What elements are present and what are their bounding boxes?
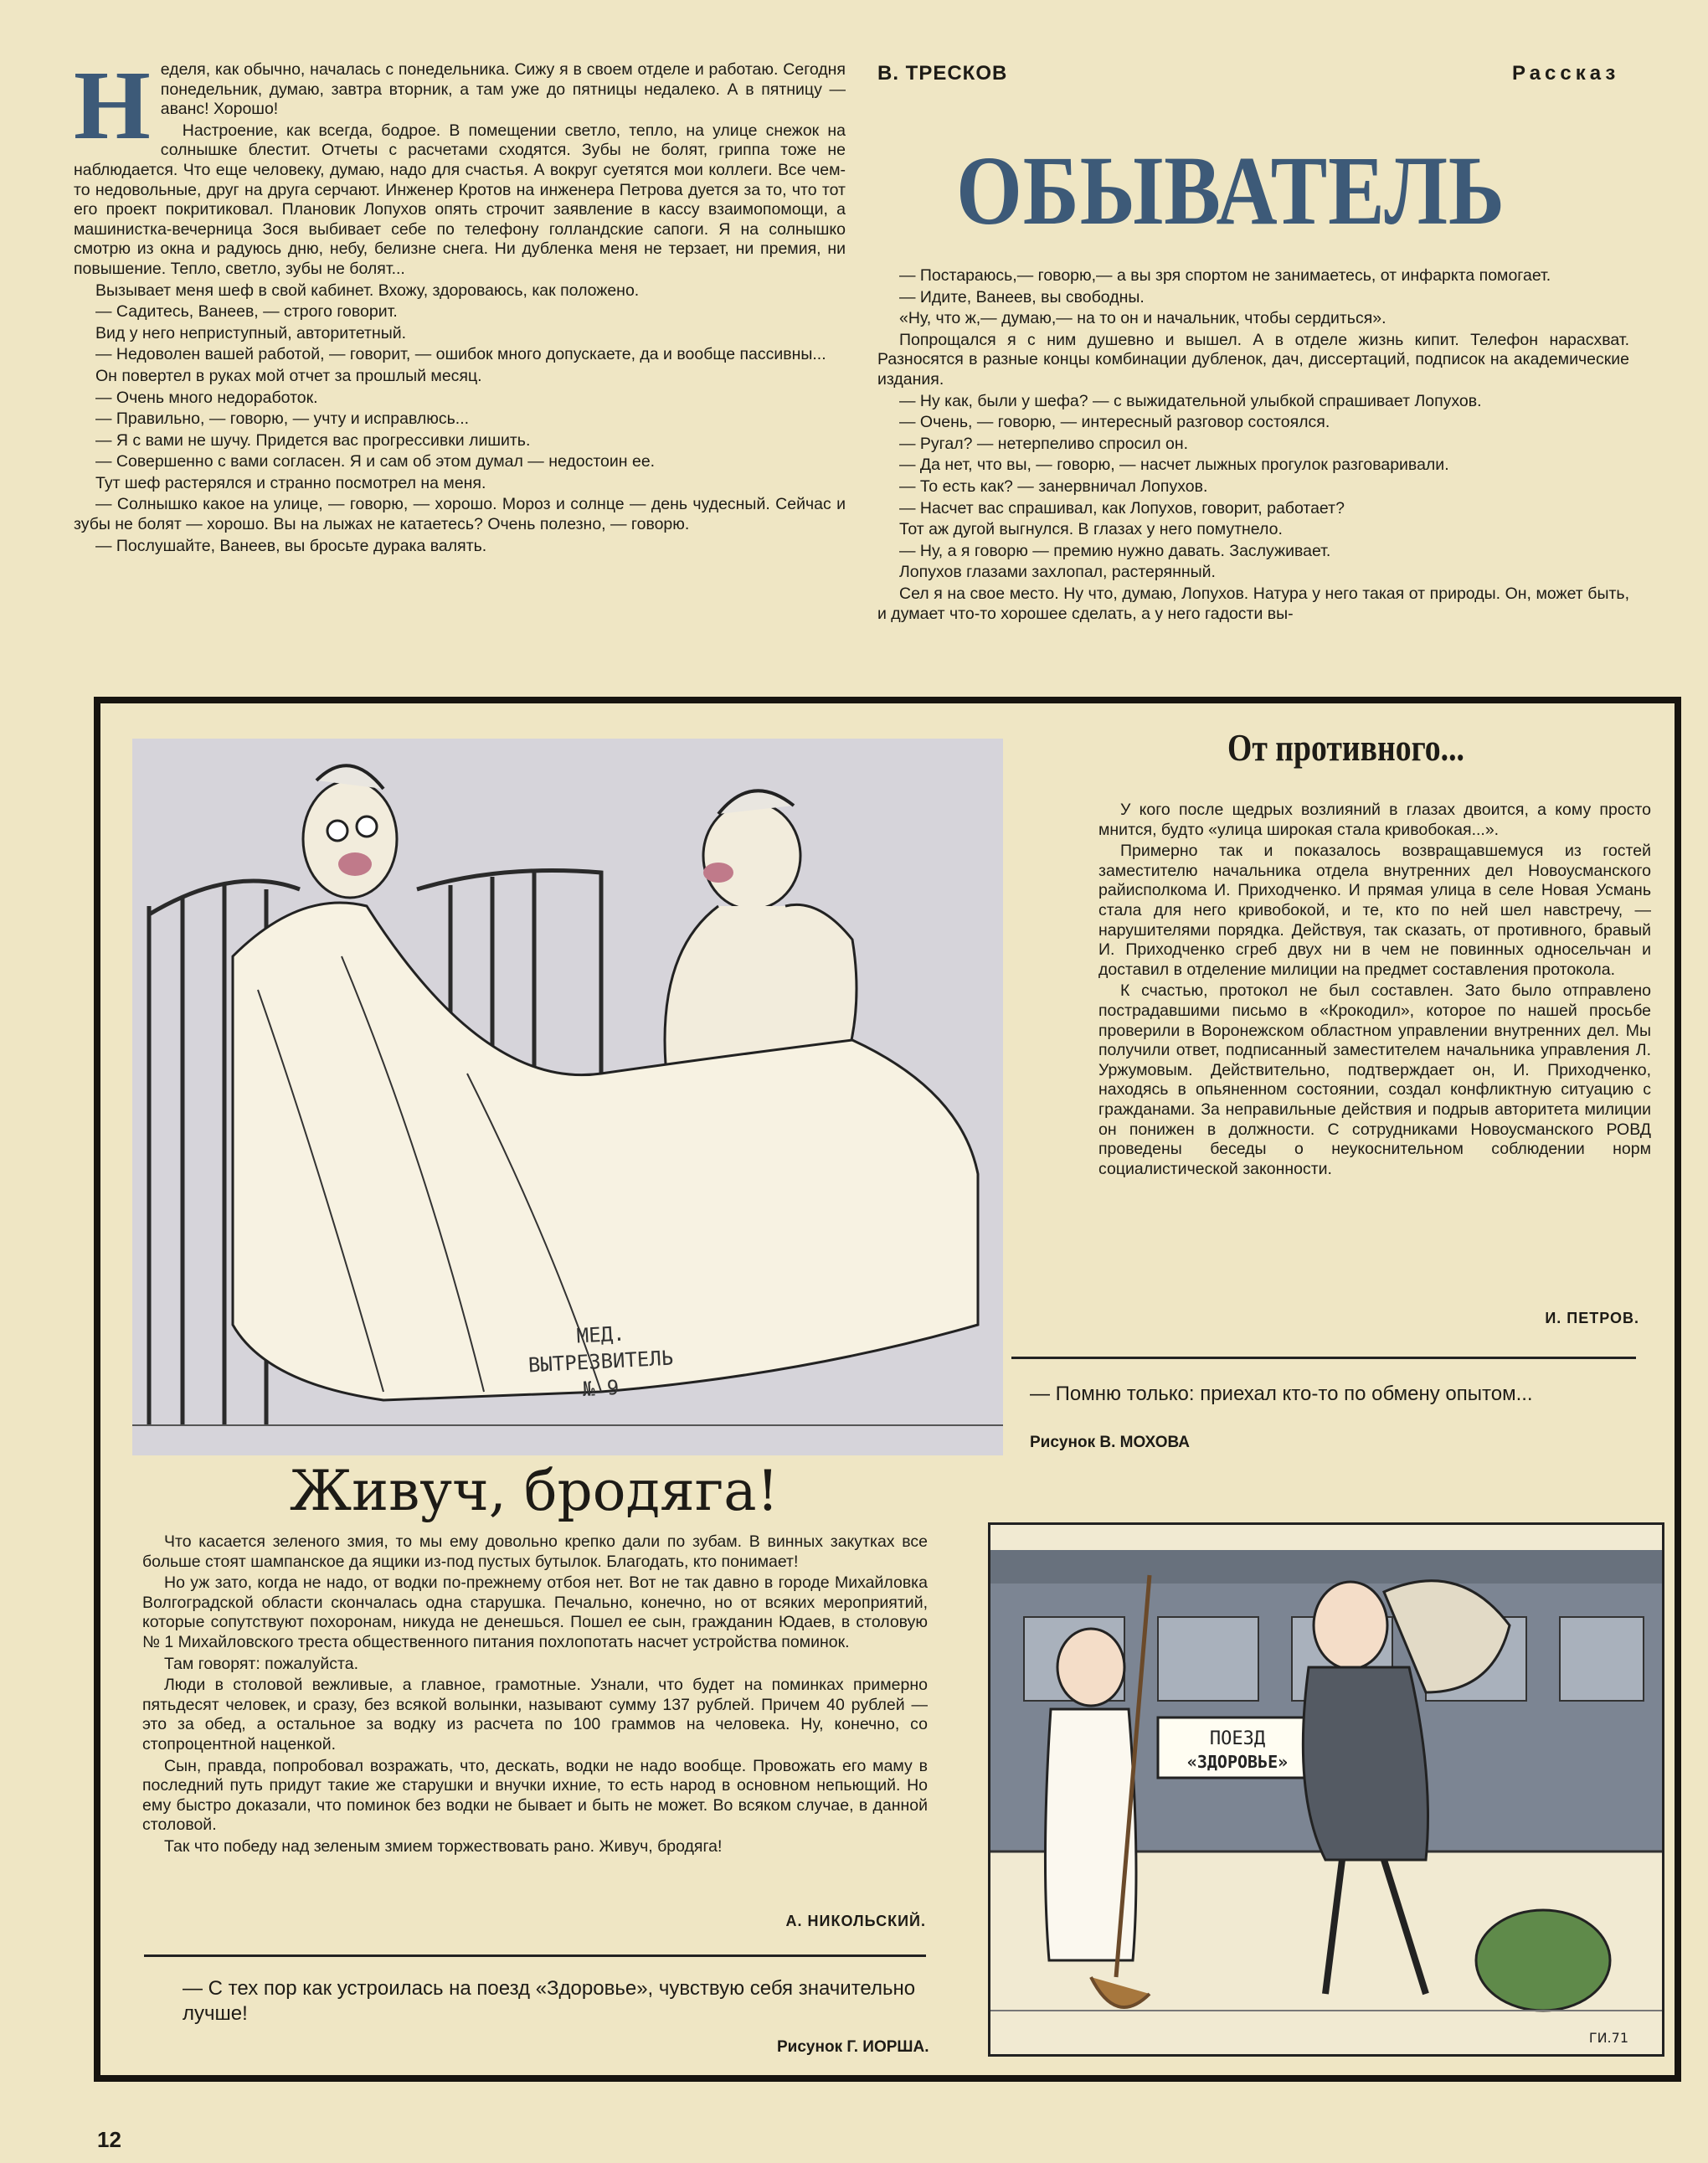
story-paragraph: Попрощался я с ним душевно и вышел. А в отделе жизнь кипит. Телефон нарасхват. Разносятся в разные концы комбинации дубленок, дач, диссертаций, подписок на академические издания.	[877, 330, 1629, 389]
story-paragraph: — Очень, — говорю, — интересный разговор состоялся.	[899, 413, 1330, 432]
cartoon1-credit: Рисунок В. МОХОВА	[1030, 1434, 1190, 1451]
story-genre: Рассказ	[1512, 62, 1620, 85]
cartoon2-credit: Рисунок Г. ИОРША.	[777, 2038, 929, 2056]
article-paragraph: У кого после щедрых возлияний в глазах двоится, а кому просто мнится, будто «улица широкая стала кривобокая...».	[1098, 801, 1651, 839]
story-column-1	[74, 50, 846, 558]
article-right-body	[1098, 801, 1651, 1181]
cartoon-sobering-station	[132, 739, 1003, 1455]
story-paragraph: Лопухов глазами захлопал, растерянный.	[899, 563, 1216, 582]
article-paragraph: Так что победу над зеленым змием торжествовать рано. Живуч, бродяга!	[164, 1836, 723, 1856]
article-paragraph: Что касается зеленого змия, то мы ему довольно крепко дали по зубам. В винных закутках все больше стоят шампанское да ящики из-под пустых бутылок. Благодать, кто понимает!	[142, 1532, 928, 1571]
article-right-signature: И. ПЕТРОВ.	[1545, 1310, 1639, 1326]
story-paragraph: еделя, как обычно, началась с понедельника. Сижу я в своем отделе и работаю. Сегодня понедельник, думаю, завтра вторник, а там уже до пятницы недалеко. А в пятницу — аванс! Хорошо!	[160, 60, 846, 119]
divider-right	[1011, 1357, 1636, 1359]
article-left-title: Живуч, бродяга!	[290, 1459, 779, 1523]
story-paragraph: Вызывает меня шеф в свой кабинет. Вхожу, здороваюсь, как положено.	[95, 281, 640, 300]
sign-line-2: ВЫТРЕЗВИТЕЛЬ	[527, 1346, 674, 1378]
story-paragraph: Он повертел в руках мой отчет за прошлый месяц.	[95, 366, 482, 385]
story-paragraph: Тот аж дугой выгнулся. В глазах у него помутнело.	[899, 520, 1283, 539]
story-paragraph: — Насчет вас спрашивал, как Лопухов, говорит, работает?	[899, 498, 1345, 518]
page-number: 12	[97, 2127, 121, 2152]
story-paragraph: — Ругал? — нетерпеливо спросил он.	[899, 434, 1189, 453]
story-paragraph: Сел я на свое место. Ну что, думаю, Лопухов. Натура у него такая от природы. Он, может быть, и думает что-то хорошее сделать, а у него гадости вы-	[877, 584, 1629, 623]
train-sign-line-1: ПОЕЗД	[1209, 1728, 1266, 1749]
story-paragraph: — Совершенно с вами согласен. Я и сам об этом думал — недостоин ее.	[95, 452, 656, 471]
story-paragraph: — Я с вами не шучу. Придется вас прогрессивки лишить.	[95, 430, 531, 450]
story-paragraph: — Недоволен вашей работой, — говорит, — ошибок много допускаете, да и вообще пассивны...	[95, 345, 826, 364]
artist-mark: ГИ.71	[1588, 2030, 1628, 2046]
story-paragraph: Вид у него неприступный, авторитетный.	[95, 323, 407, 342]
story-paragraph: — Солнышко какое на улице, — говорю, — хорошо. Мороз и солнце — день чудесный. Сейчас и зубы не болят — хорошо. Вы на лыжах не катаетесь? Очень полезно, — говорю.	[74, 495, 846, 534]
story-paragraph: — Ну как, были у шефа? — с выжидательной улыбкой спрашивает Лопухов.	[899, 391, 1482, 410]
cartoon-health-train	[988, 1522, 1664, 2057]
story-paragraph: — Правильно, — говорю, — учту и исправлюсь...	[95, 409, 470, 429]
story-paragraph: — Да нет, что вы, — говорю, — насчет лыжных прогулок разговаривали.	[899, 456, 1449, 475]
divider-left	[144, 1954, 926, 1957]
article-paragraph: Но уж зато, когда не надо, от водки по-прежнему отбоя нет. Вот не так давно в городе Михайловка Волгоградской области скончалась одна старушка. Печально, конечно, но от всяких мероприятий, которые сопутствуют похоронам, никуда не денешься. Пошел ее сын, гражданин Юдаев, в столовую № 1 Михайловского треста общественного питания похлопотать насчет устройства поминок.	[142, 1573, 928, 1651]
story-paragraph: — То есть как? — занервничал Лопухов.	[899, 476, 1208, 496]
story-paragraph: — Постараюсь,— говорю,— а вы зря спортом не занимаетесь, от инфаркта помогает.	[899, 266, 1551, 285]
article-left-body	[142, 1532, 928, 1859]
cartoon2-caption: — С тех пор как устроилась на поезд «Здоровье», чувствую себя значительно лучше!	[183, 1977, 916, 2025]
story-author: В. ТРЕСКОВ	[877, 62, 1008, 85]
article-paragraph: Сын, правда, попробовал возражать, что, дескать, водки не надо вообще. Провожать его маму в последний путь придут такие же старушки и внучки ихние, то есть народ в основном непьющий. Но ему быстро доказали, что поминок без водки не бывает и быть не может. Во всяком случае, в данной столовой.	[142, 1756, 928, 1835]
story-title: ОБЫВАТЕЛЬ	[956, 136, 1505, 245]
story-paragraph: — Садитесь, Ванеев, — строго говорит.	[95, 302, 398, 322]
article-left-signature: А. НИКОЛЬСКИЙ.	[785, 1913, 926, 1929]
story-paragraph: — Очень много недоработок.	[95, 388, 318, 407]
sign-line-1: МЕД.	[575, 1321, 626, 1348]
story-paragraph: Настроение, как всегда, бодрое. В помещении светло, тепло, на улице снежок на солнышке блестит. Отчеты с расчетами сходятся. Зубы не болят, гриппа тоже не наблюдается. Что еще человеку, думаю, надо для счастья. А вокруг суетятся мои коллеги. Все чем-то недовольные, друг на друга серчают. Инженер Кротов на инженера Петрова дуется за то, что тот его проект покритиковал. Плановик Лопухов опять строчит заявление в кассу взаимопомощи, а машинистка-вечерница Зося выбивает себе по телефону голландские сапоги. Я на солнышко смотрю из окна и радуюсь дню, небу, белизне снега. Ни дубленка меня не терзает, ни премия, ни повышение. Тепло, светло, зубы не болят...	[74, 121, 846, 278]
story-paragraph: «Ну, что ж,— думаю,— на то он и начальник, чтобы сердиться».	[899, 309, 1386, 328]
sign-line-3: № 9	[582, 1375, 620, 1402]
story-paragraph: Тут шеф растерялся и странно посмотрел на меня.	[95, 473, 486, 492]
cartoon1-caption: — Помню только: приехал кто-то по обмену опытом...	[1030, 1383, 1533, 1405]
article-right-title: От противного...	[1227, 726, 1464, 769]
article-paragraph: К счастью, протокол не был составлен. Зато было отправлено пострадавшими письмо в «Крокодил», которое по нашей просьбе проверили в Воронежском областном управлении внутренних дел. Мы получили ответ, подписанный заместителем начальника управления Л. Уржумовым. Действительно, подтверждает он, И. Приходченко, находясь в опьяненном состоянии, создал конфликтную ситуацию с гражданами. За неправильные действия и подрыв авторитета милиции он понижен в должности. С сотрудниками Новоусманского РОВД проведены беседы о неукоснительном соблюдении норм социалистической законности.	[1098, 981, 1651, 1178]
story-column-2	[877, 266, 1629, 626]
train-sign-line-2: «ЗДОРОВЬЕ»	[1186, 1752, 1289, 1772]
story-paragraph: — Послушайте, Ванеев, вы бросьте дурака валять.	[95, 536, 487, 555]
article-paragraph: Примерно так и показалось возвращавшемуся из гостей заместителю начальника отдела внутренних дел Новоусманского райисполкома И. Приходченко. И прямая улица в селе Новая Усмань стала для него кривобокой, и те, кто по ней шел навстречу, — нарушителями порядка. Действуя, так сказать, от противного, бравый И. Приходченко сгреб двух ни в чем не повинных односельчан и доставил в отделение милиции на предмет составления протокола.	[1098, 842, 1651, 979]
story-paragraph: — Идите, Ванеев, вы свободны.	[899, 287, 1145, 306]
cartoon-health-train-drawing	[990, 1525, 1662, 2054]
story-paragraph: — Ну, а я говорю — премию нужно давать. Заслуживает.	[899, 541, 1331, 560]
drop-cap: Н	[74, 50, 151, 160]
article-paragraph: Люди в столовой вежливые, а главное, грамотные. Узнали, что будет на поминках примерно пятьдесят человек, и сразу, без всякой волынки, называют сумму 137 рублей. Причем 40 рублей — это за обед, а остальное за водку из расчета по 100 граммов на человека. Ну, конечно, со стопроцентной наценкой.	[142, 1676, 928, 1754]
cartoon-sobering-station-drawing	[132, 739, 1003, 1455]
article-paragraph: Там говорят: пожалуйста.	[164, 1654, 358, 1673]
